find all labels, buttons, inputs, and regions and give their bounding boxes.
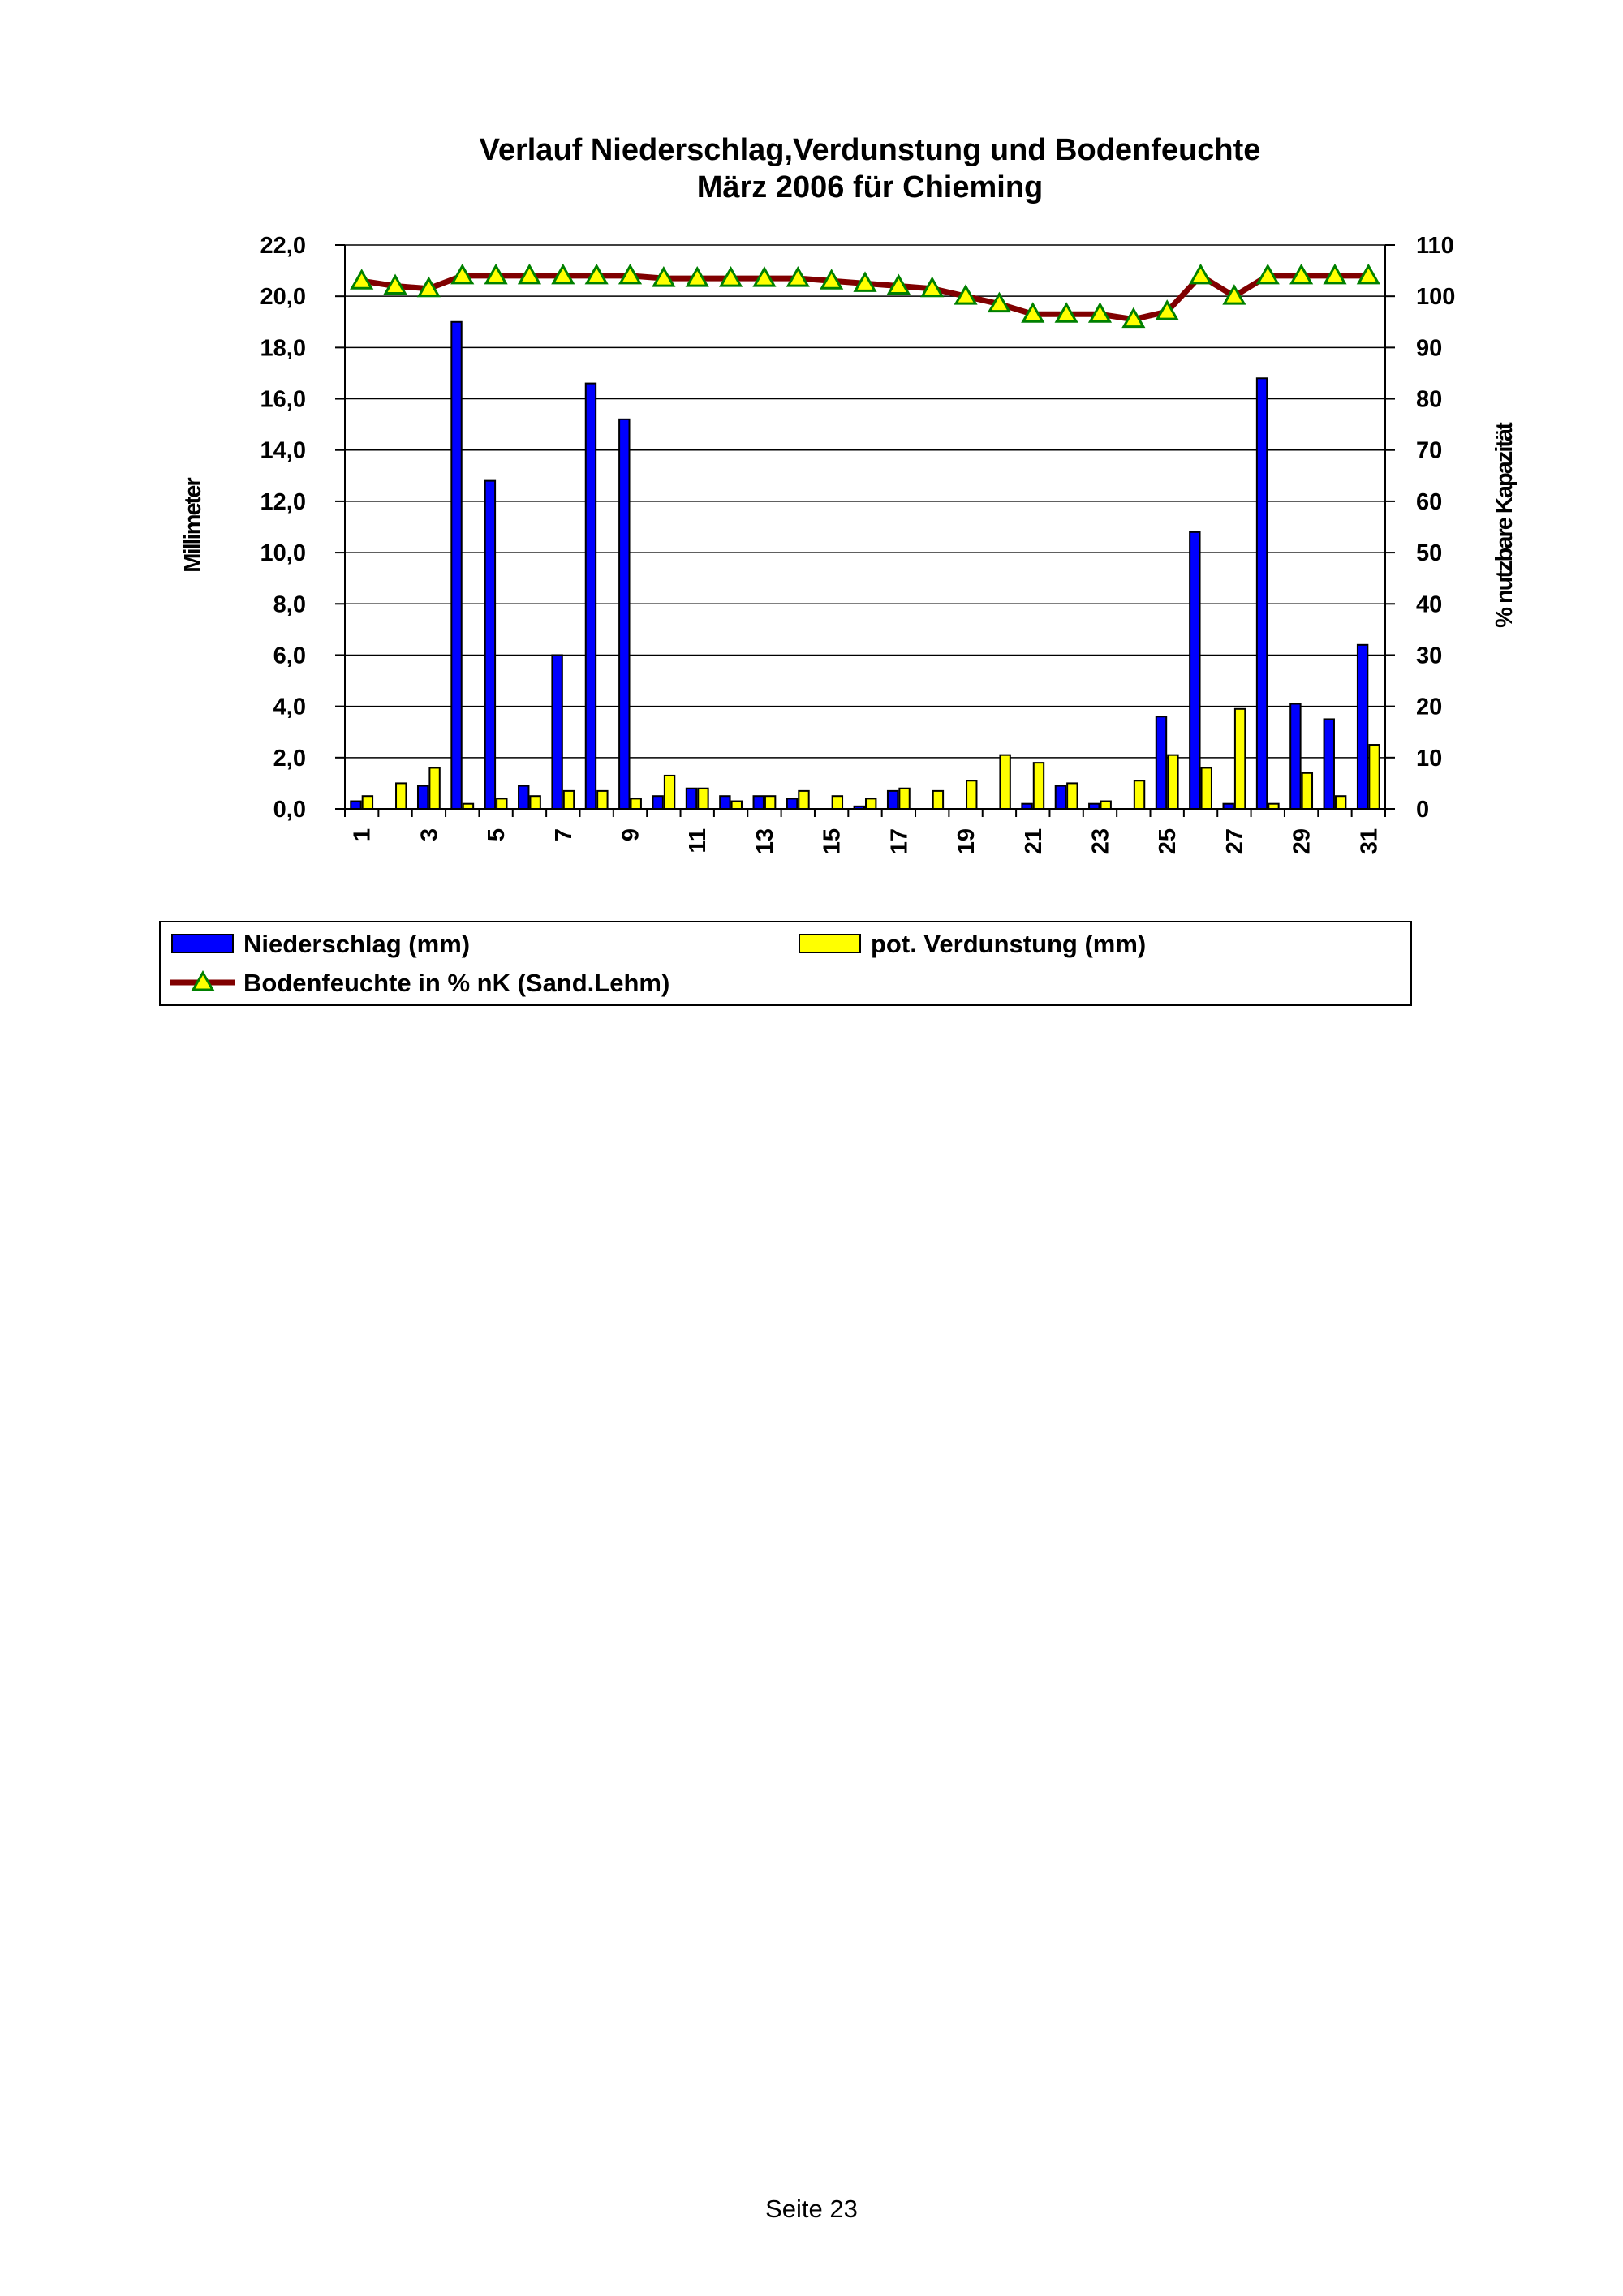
- y-tick-label-left: 14,0: [260, 437, 306, 464]
- x-tick-label: 9: [618, 828, 644, 842]
- bar-niederschlag: [1056, 786, 1065, 809]
- bar-niederschlag: [787, 798, 797, 809]
- bar-verdunstung: [1168, 755, 1177, 809]
- bar-niederschlag: [1324, 719, 1334, 809]
- bar-verdunstung: [631, 798, 641, 809]
- bar-niederschlag: [754, 796, 764, 809]
- y-tick-label-left: 2,0: [273, 745, 306, 772]
- y-tick-label-right: 20: [1416, 694, 1443, 720]
- y-tick-label-right: 30: [1416, 643, 1443, 669]
- bar-niederschlag: [720, 796, 730, 809]
- y-axis-title-left: Millimeter: [180, 479, 206, 573]
- y-tick-label-right: 60: [1416, 488, 1443, 515]
- x-tick-label: 5: [484, 828, 510, 842]
- bar-niederschlag: [552, 655, 562, 809]
- x-tick-label: 29: [1289, 828, 1315, 855]
- y-tick-label-left: 8,0: [273, 591, 306, 618]
- y-tick-label-right: 50: [1416, 540, 1443, 567]
- bar-verdunstung: [665, 776, 674, 809]
- y-axis-title-right: % nutzbare Kapazität: [1492, 424, 1518, 628]
- y-tick-label-right: 110: [1416, 233, 1454, 259]
- x-tick-label: 23: [1087, 828, 1114, 855]
- bar-verdunstung: [1134, 780, 1144, 809]
- bar-niederschlag: [1190, 532, 1199, 809]
- x-tick-label: 19: [954, 828, 980, 855]
- page-number: Seite 23: [765, 2195, 858, 2223]
- x-tick-label: 21: [1020, 828, 1047, 855]
- chart-subtitle: März 2006 für Chieming: [696, 170, 1044, 204]
- x-tick-label: 11: [685, 828, 712, 853]
- y-tick-label-right: 10: [1416, 745, 1443, 772]
- bar-niederschlag: [351, 802, 360, 809]
- bar-verdunstung: [1202, 767, 1212, 809]
- y-tick-label-left: 22,0: [260, 233, 306, 259]
- bar-verdunstung: [1302, 773, 1312, 809]
- y-tick-label-right: 40: [1416, 591, 1443, 618]
- bar-verdunstung: [899, 789, 909, 809]
- bar-niederschlag: [485, 481, 495, 809]
- y-tick-label-right: 0: [1416, 797, 1430, 823]
- bar-niederschlag: [687, 789, 696, 809]
- bar-verdunstung: [1369, 745, 1379, 809]
- bar-verdunstung: [497, 798, 506, 809]
- legend-swatch-verdunstung: [799, 935, 860, 952]
- x-tick-label: 1: [349, 828, 376, 842]
- x-tick-label: 25: [1155, 828, 1182, 855]
- legend-label-niederschlag: Niederschlag (mm): [243, 930, 471, 958]
- bars: [351, 322, 1379, 809]
- y-tick-label-left: 4,0: [273, 694, 306, 720]
- bar-verdunstung: [1336, 796, 1345, 809]
- legend-label-verdunstung: pot. Verdunstung (mm): [871, 930, 1147, 958]
- bar-verdunstung: [966, 780, 976, 809]
- bar-verdunstung: [698, 789, 708, 809]
- bar-niederschlag: [1358, 645, 1367, 809]
- bar-niederschlag: [888, 791, 898, 809]
- bar-verdunstung: [429, 767, 439, 809]
- bar-verdunstung: [1034, 763, 1044, 809]
- y-tick-label-right: 80: [1416, 386, 1443, 413]
- y-tick-label-right: 100: [1416, 284, 1456, 311]
- bar-verdunstung: [1000, 755, 1010, 809]
- x-tick-label: 13: [751, 828, 778, 855]
- y-tick-label-right: 90: [1416, 335, 1443, 362]
- bar-verdunstung: [1100, 802, 1110, 809]
- bar-niederschlag: [652, 796, 662, 809]
- bar-niederschlag: [619, 419, 629, 809]
- chart-title: Verlauf Niederschlag,Verdunstung und Bodenfeuchte: [479, 133, 1261, 167]
- bar-verdunstung: [833, 796, 842, 809]
- legend-label-bodenfeuchte: Bodenfeuchte in % nK (Sand.Lehm): [243, 969, 670, 997]
- y-tick-label-left: 10,0: [260, 540, 306, 567]
- x-tick-label: 31: [1356, 828, 1383, 855]
- bar-niederschlag: [451, 322, 461, 809]
- axes: [260, 233, 1456, 854]
- y-tick-label-right: 70: [1416, 437, 1443, 464]
- bar-niederschlag: [586, 384, 596, 809]
- bar-verdunstung: [732, 802, 742, 809]
- x-tick-label: 7: [550, 828, 577, 842]
- bar-verdunstung: [363, 796, 372, 809]
- bar-verdunstung: [866, 798, 876, 809]
- bar-niederschlag: [1290, 703, 1300, 809]
- bar-verdunstung: [799, 791, 808, 809]
- bar-verdunstung: [1067, 783, 1077, 809]
- bar-niederschlag: [418, 786, 428, 809]
- y-tick-label-left: 16,0: [260, 386, 306, 413]
- legend: [160, 922, 1411, 1005]
- x-tick-label: 15: [819, 828, 846, 855]
- bar-niederschlag: [1257, 378, 1267, 809]
- x-tick-label: 27: [1221, 828, 1248, 855]
- y-tick-label-left: 0,0: [273, 797, 306, 823]
- y-tick-label-left: 12,0: [260, 488, 306, 515]
- bar-niederschlag: [519, 786, 528, 809]
- bar-verdunstung: [597, 791, 607, 809]
- y-tick-label-left: 6,0: [273, 643, 306, 669]
- x-tick-label: 3: [416, 828, 443, 842]
- bar-verdunstung: [1235, 709, 1245, 809]
- bar-verdunstung: [530, 796, 540, 809]
- bar-niederschlag: [1156, 716, 1166, 809]
- gridlines: [345, 245, 1385, 758]
- bar-verdunstung: [396, 783, 406, 809]
- legend-swatch-niederschlag: [172, 935, 233, 952]
- bar-verdunstung: [564, 791, 574, 809]
- y-tick-label-left: 18,0: [260, 335, 306, 362]
- moisture-marker: [1191, 266, 1211, 283]
- y-tick-label-left: 20,0: [260, 284, 306, 311]
- bar-verdunstung: [933, 791, 943, 809]
- x-tick-label: 17: [886, 828, 913, 855]
- bar-verdunstung: [765, 796, 775, 809]
